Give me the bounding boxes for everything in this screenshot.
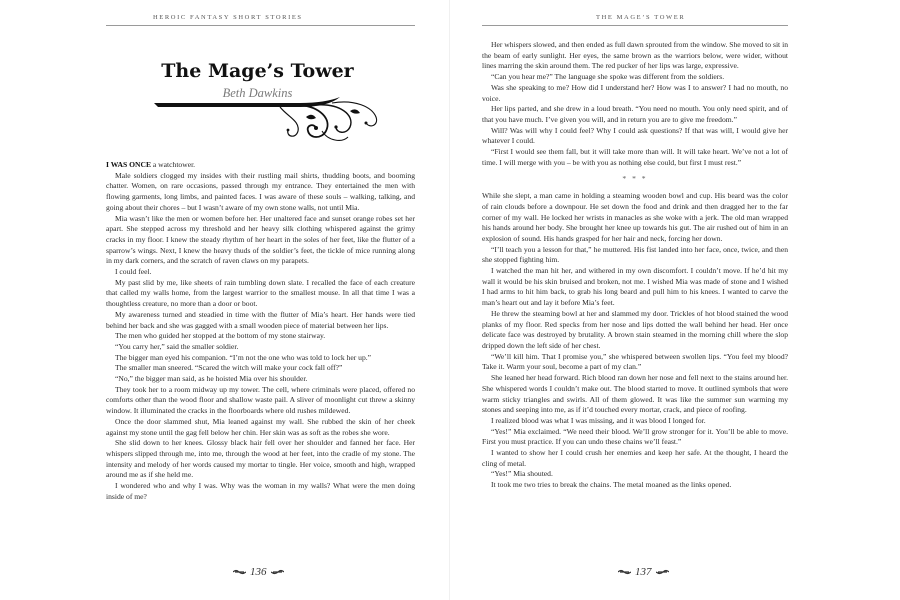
paragraph: I realized blood was what I was missing, and it was blood I longed for. [491,415,706,425]
paragraph: They took her to a room midway up my tower. The cell, where criminals were placed, offered no comforts other than the wood floor and shallow waste pail. A sliver of moonlight cut threw a skinny window. It illuminated the cracks in the floorboards where old rushes mildewed. [106,384,415,416]
paragraph: Male soldiers clogged my insides with their rustling mail shirts, thudding boots, and booming chatter. Women, on rare occasions, passed through my entrance. They entertained the men with flowing garments, long limbs, and painted faces. I was aware of these souls – walking, talking, and going about their chores – but I wasn’t aware of my own stone walls, not until Mia. [106,170,415,212]
story-author: Beth Dawkins [222,86,293,100]
paragraph: I watched the man hit her, and withered in my own discomfort. I couldn’t move. If he’d hit my wall it would be his skin bruised and broken, not me. I wished Mia was made of stone and I wished I had arms to hit him back, to grab his long beard and pull him to his knees. I wanted to carve the man’s heart out and lay it before Mia’s feet. [482,266,788,308]
page-number-text: 137 [635,566,652,578]
paragraph: He threw the steaming bowl at her and slammed my door. Trickles of hot blood stained the wood planks of my floor. Red specks from her nose and lips dotted the wall behind her head. Her once delicate face was destroyed by brutality. A brown stain steamed in the morning chill where the slop dripped down the left side of her chest. [482,308,788,350]
left-running-head: HEROIC FANTASY SHORT STORIES [153,14,303,21]
printer-ornament-icon [656,569,669,575]
right-body-text [482,40,788,491]
paragraph: I could feel. [115,267,152,277]
paragraph: The men who guided her stopped at the bottom of my stone stairway. [115,331,326,341]
printer-ornament-icon [618,569,631,575]
paragraph: I wanted to show her I could crush her enemies and keep her safe. At the thought, I heard the cling of metal. [482,448,788,468]
paragraph: The smaller man sneered. “Scared the witch will make your cock fall off?” [115,363,343,373]
paragraph: “Yes!” Mia shouted. [491,469,553,479]
paragraph: Once the door slammed shut, Mia leaned against my wall. She rubbed the skin of her cheek against my stone until the gag fell below her chin. Her skin was as soft as the robes she wore. [106,416,415,437]
vine-flourish-icon [150,97,390,147]
paragraph: “Can you hear me?” The language she spoke was different from the soldiers. [491,72,725,82]
opening-paragraph [106,160,415,171]
left-header-rule [106,25,415,26]
printer-ornament-icon [233,569,246,575]
paragraph: She slid down to her knees. Glossy black hair fell over her shoulder and fanned her face. Her whispers slipped through me, into me, through the wood at her feet, into the cradle of my stone. The intensity and melody of her words caused my mortar to tingle. Her voice, smooth and high, wrapped around me as if she held me. [106,438,415,480]
left-body-text [106,160,415,503]
right-page-number [618,566,669,578]
paragraph: Her lips parted, and she drew in a loud breath. “You need no mouth. You only need spirit, and of that you have much. I’ve given you will, and in return you are to give me freedom.” [482,104,788,124]
opening-text: a watchtower. [151,160,196,169]
paragraph: “We’ll kill him. That I promise you,” she whispered between swollen lips. “You feel my blood? Take it. Warm your soul, become a part of my clan.” [482,351,788,372]
scene-break: * * * [622,174,648,184]
paragraph: The bigger man eyed his companion. “I’m not the one who was told to lock her up.” [115,352,372,362]
paragraph: Will? Was will why I could feel? Why I could ask questions? If that was will, I would give her whatever I could. [482,125,788,146]
printer-ornament-icon [271,569,284,575]
paragraph: “I’ll teach you a lesson for that,” he muttered. His fist landed into her face, once, twice, and then she stopped fighting him. [482,244,788,265]
paragraph: “No,” the bigger man said, as he hoisted Mia over his shoulder. [115,374,308,384]
right-header-rule [482,25,788,26]
page-number-text: 136 [250,566,267,578]
right-page [450,0,900,600]
paragraph: It took me two tries to break the chains. The metal moaned as the links opened. [491,480,732,490]
drop-lead: I WAS ONCE [106,160,152,169]
paragraph: She leaned her head forward. Rich blood ran down her nose and fell next to the stains around her. She whispered words I couldn’t make out. The blood started to move. It outlined symbols that were warm sticky triangles and swirls. All of them glowed. It was like the summer sun warming my stones and seeping into me, as if it’d touched every mortar, crack, and piece of roofing. [482,373,788,415]
paragraph: My past slid by me, like sheets of rain tumbling down slate. I recalled the face of each creature that called my walls home, from the largest warrior to the smallest mouse. In all that time I was a thoughtless creature, no more than a door or boot. [106,277,415,309]
paragraph: Was she speaking to me? How did I understand her? How was I to answer? I had no mouth, no voice. [482,82,788,103]
paragraph: Her whispers slowed, and then ended as full dawn sprouted from the window. She moved to sit in the beam of early sunlight. Her eyes, the same brown as the warriors below, were wider, without lines marring the skin around them. The red pucker of her lips was large, expressive. [482,40,788,71]
story-title: The Mage’s Tower [161,60,354,82]
paragraph: Mia wasn’t like the men or women before her. Her unaltered face and sunset orange robes set her apart. She stepped across my threshold and her heavy silk clothing whispered against the grimy cracks in my floor. I knew the steady rhythm of her heart in the soles of her feet, like the flutter of a sparrow’s wings. Next, I knew the heavy thuds of the soldier’s feet, the tickle of mice running along in my dark corners, and the scratch of raven claws on my parapets. [106,213,415,266]
paragraph: “Yes!” Mia exclaimed. “We need their blood. We’ll grow stronger for it. You’ll be able to move. First you must practice. If you can undo these chains we’ll feast.” [482,426,788,447]
paragraph: While she slept, a man came in holding a steaming wooden bowl and cup. His beard was the color of rain clouds before a downpour. He set down the food and drink and then dragged her to the far corner of my wall. He locked her wrists in manacles as she woke with a jerk. The old man wrapped his hands around her body. She brought her knee up towards his gut. The air rushed out of him in an explosion of sound. His hands grasped for her hair and neck, forcing her down. [482,191,788,243]
paragraph: I wondered who and why I was. Why was the woman in my walls? What were the men doing inside of me? [106,481,415,501]
right-running-head: THE MAGE’S TOWER [596,14,686,21]
paragraph: “First I would see them fall, but it will take more than will. It will take heart. We’ve not a lot of time. I will merge with you – be with you as nothing else could, but first I must rest.” [482,147,788,167]
paragraph: My awareness turned and steadied in time with the flutter of Mia’s heart. Her hands were tied behind her back and she was gagged with a small wooden piece of material between her lips. [106,309,415,330]
left-page-number [233,566,284,578]
paragraph: “You carry her,” said the smaller soldier. [115,341,239,351]
